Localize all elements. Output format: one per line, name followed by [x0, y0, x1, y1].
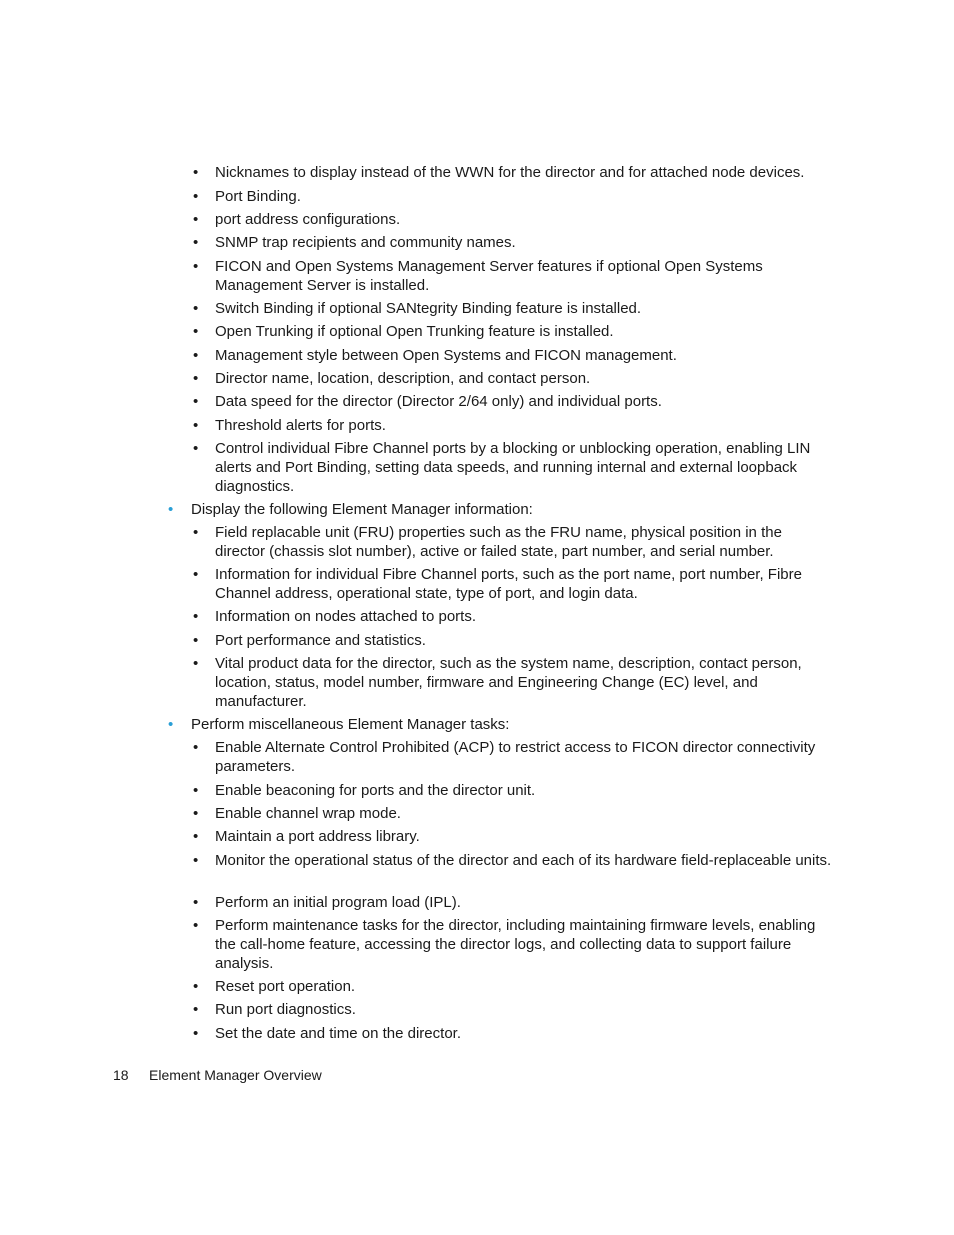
bullet-icon-level1: •: [168, 501, 174, 518]
bullet-icon-level2: •: [193, 417, 199, 434]
list-item-level2: Director name, location, description, and contact person.: [215, 370, 591, 387]
bullet-icon-level2: •: [193, 440, 199, 457]
bullet-icon-level2: •: [193, 828, 199, 845]
bullet-icon-level2: •: [193, 258, 199, 275]
footer-section-title: Element Manager Overview: [149, 1067, 322, 1083]
bullet-icon-level2: •: [193, 300, 199, 317]
list-item-level2: Enable beaconing for ports and the director unit.: [215, 782, 536, 799]
bullet-icon-level2: •: [193, 739, 199, 756]
bullet-icon-level2: •: [193, 234, 199, 251]
bullet-icon-level2: •: [193, 852, 199, 869]
bullet-icon-level2: •: [193, 393, 199, 410]
list-item-level2: Threshold alerts for ports.: [215, 417, 386, 434]
list-item-level2: Port performance and statistics.: [215, 632, 426, 649]
bullet-icon-level2: •: [193, 978, 199, 995]
bullet-icon-level2: •: [193, 782, 199, 799]
list-item-level2: Open Trunking if optional Open Trunking feature is installed.: [215, 323, 614, 340]
list-item-level2: Perform maintenance tasks for the director, including maintaining firmware levels, enabling the call-home feature, accessing the director logs, and collecting data to support failure analysis.: [215, 917, 816, 972]
list-item-level2: Vital product data for the director, such as the system name, description, contact person, location, status, model number, firmware and Engineering Change (EC) level, and manufacturer.: [215, 655, 802, 710]
list-item-level2: Perform an initial program load (IPL).: [215, 894, 461, 911]
list-item-level2: port address configurations.: [215, 211, 401, 228]
bullet-icon-level2: •: [193, 566, 199, 583]
bullet-icon-level1: •: [168, 716, 174, 733]
bullet-icon-level2: •: [193, 917, 199, 934]
bullet-icon-level2: •: [193, 1001, 199, 1018]
bullet-icon-level2: •: [193, 211, 199, 228]
list-item-level2: Run port diagnostics.: [215, 1001, 356, 1018]
bullet-icon-level2: •: [193, 805, 199, 822]
list-item-level2: Field replacable unit (FRU) properties such as the FRU name, physical position in the director (chassis slot number), active or failed state, part number, and serial number.: [215, 524, 782, 560]
bullet-icon-level2: •: [193, 370, 199, 387]
list-item-level2: Port Binding.: [215, 188, 301, 205]
bullet-icon-level2: •: [193, 347, 199, 364]
list-item-level2: Data speed for the director (Director 2/64 only) and individual ports.: [215, 393, 662, 410]
list-item-level2: Enable channel wrap mode.: [215, 805, 401, 822]
bullet-icon-level2: •: [193, 524, 199, 541]
list-item-level2: Enable Alternate Control Prohibited (ACP) to restrict access to FICON director connectivity parameters.: [215, 739, 816, 775]
list-item-level1: Perform miscellaneous Element Manager tasks:: [191, 716, 510, 733]
list-item-level2: Monitor the operational status of the director and each of its hardware field-replaceable units.: [215, 852, 832, 869]
list-item-level2: Maintain a port address library.: [215, 828, 420, 845]
list-item-level2: Information on nodes attached to ports.: [215, 608, 476, 625]
bullet-icon-level2: •: [193, 655, 199, 672]
bullet-icon-level2: •: [193, 894, 199, 911]
bullet-icon-level2: •: [193, 1025, 199, 1042]
bullet-icon-level2: •: [193, 164, 199, 181]
list-item-level2: Information for individual Fibre Channel ports, such as the port name, port number, Fibre Channel address, operational state, type of port, and login data.: [215, 566, 802, 602]
list-item-level2: SNMP trap recipients and community names.: [215, 234, 516, 251]
list-item-level2: Reset port operation.: [215, 978, 356, 995]
bullet-icon-level2: •: [193, 188, 199, 205]
bullet-icon-level2: •: [193, 323, 199, 340]
list-item-level2: Control individual Fibre Channel ports by a blocking or unblocking operation, enabling LIN alerts and Port Binding, setting data speeds, and running internal and external loopback diagnostics.: [215, 440, 811, 495]
list-item-level1: Display the following Element Manager information:: [191, 501, 533, 518]
list-item-level2: FICON and Open Systems Management Server features if optional Open Systems Management Server is installed.: [215, 258, 763, 294]
list-item-level2: Management style between Open Systems and FICON management.: [215, 347, 677, 364]
list-item-level2: Nicknames to display instead of the WWN for the director and for attached node devices.: [215, 164, 805, 181]
page-number: 18: [113, 1067, 129, 1083]
bullet-icon-level2: •: [193, 608, 199, 625]
list-item-level2: Set the date and time on the director.: [215, 1025, 461, 1042]
bullet-icon-level2: •: [193, 632, 199, 649]
list-item-level2: Switch Binding if optional SANtegrity Binding feature is installed.: [215, 300, 642, 317]
